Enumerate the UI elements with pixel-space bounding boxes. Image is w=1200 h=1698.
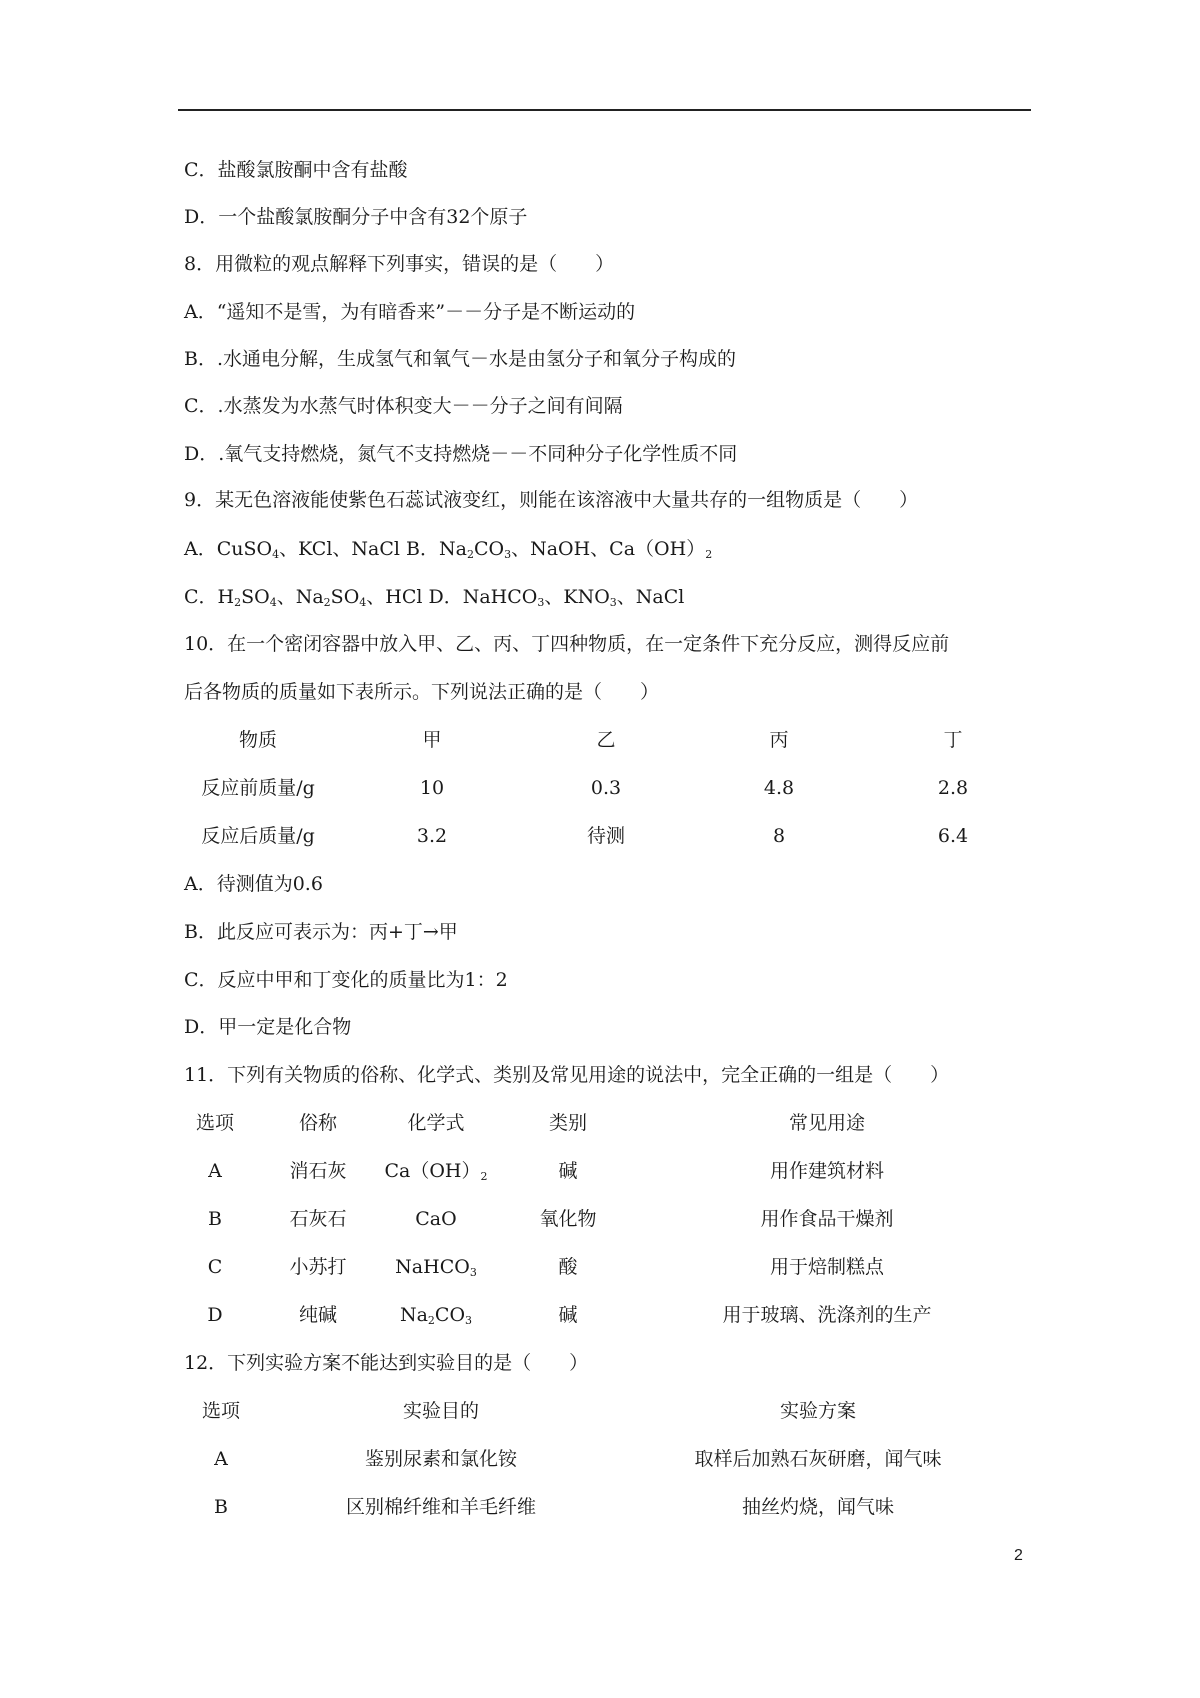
q9-option-d-label: D． (428, 586, 463, 608)
q10-stem-line2: 后各物质的质量如下表所示。下列说法正确的是（ ） (184, 681, 660, 703)
table-cell: A (214, 1448, 228, 1470)
table-header-cell: 实验目的 (402, 1400, 480, 1422)
q7-option-c: C．盐酸氯胺酮中含有盐酸 (184, 159, 408, 181)
table-cell: D (207, 1304, 223, 1326)
q9-option-d: NaHCO$_3$、$KNO_3$、NaCl (462, 586, 685, 609)
table-cell: 酸 (558, 1256, 578, 1278)
page-number: 2 (1014, 1547, 1023, 1564)
q10-stem-line1: 10．在一个密闭容器中放入甲、乙、丙、丁四种物质，在一定条件下充分反应，测得反应前 (184, 633, 950, 655)
table-cell: 待测 (586, 825, 626, 847)
table-cell: 0.3 (590, 777, 622, 799)
table-cell: 6.4 (937, 825, 969, 847)
q10-option-d: D．甲一定是化合物 (184, 1016, 352, 1038)
q8-option-c: C．.水蒸发为水蒸气时体积变大－－分子之间有间隔 (184, 395, 623, 417)
table-header-cell: 类别 (548, 1112, 588, 1134)
table-cell: CaO (415, 1208, 457, 1230)
q10-option-b: B．此反应可表示为：丙+丁→甲 (184, 921, 458, 943)
table-cell: 石灰石 (289, 1208, 347, 1230)
table-cell: 10 (419, 777, 445, 799)
table-cell: $Ca(OH)_2$ (384, 1160, 488, 1183)
table-header-cell: 实验方案 (779, 1400, 857, 1422)
table-cell: 用作食品干燥剂 (760, 1208, 894, 1230)
table-header-cell: 选项 (195, 1112, 235, 1134)
q9-option-a: CuSO$_4$、KCl、NaCl (216, 538, 400, 561)
q9-option-b-label: B． (406, 538, 439, 560)
table-cell: 纯碱 (298, 1304, 338, 1326)
q9-option-b: $Na_2CO_3$、NaOH、$Ca(OH)_2$ (439, 538, 713, 561)
q12-stem: 12．下列实验方案不能达到实验目的是（ ） (184, 1352, 589, 1374)
q9-option-c-label: C． (184, 586, 218, 608)
q9-option-a-label: A． (184, 538, 217, 560)
table-cell: 鉴别尿素和氯化铵 (364, 1448, 518, 1470)
q9-options-ab (184, 537, 712, 567)
table-cell: 氧化物 (539, 1208, 597, 1230)
table-cell: 反应后质量/g (201, 825, 315, 847)
table-cell: 取样后加熟石灰研磨，闻气味 (694, 1448, 942, 1470)
table-cell: 4.8 (763, 777, 795, 799)
table-cell: 2.8 (937, 777, 969, 799)
q8-option-b: B．.水通电分解，生成氢气和氧气－水是由氢分子和氧分子构成的 (184, 348, 737, 370)
q8-stem: 8．用微粒的观点解释下列事实，错误的是（ ） (184, 253, 615, 275)
q9-stem: 9．某无色溶液能使紫色石蕊试液变红，则能在该溶液中大量共存的一组物质是（ ） (184, 489, 919, 511)
table-header-cell: 乙 (596, 729, 616, 751)
table-cell: B (208, 1208, 222, 1230)
q8-option-a: A．“遥知不是雪，为有暗香来”－－分子是不断运动的 (184, 301, 636, 323)
table-cell: B (214, 1496, 228, 1518)
table-cell: 碱 (558, 1304, 578, 1326)
table-cell: 用于玻璃、洗涤剂的生产 (722, 1304, 932, 1326)
q8-option-d: D．.氧气支持燃烧，氮气不支持燃烧－－不同种分子化学性质不同 (184, 443, 738, 465)
table-cell: 用作建筑材料 (769, 1160, 885, 1182)
table-cell: 3.2 (416, 825, 448, 847)
table-cell: 反应前质量/g (201, 777, 315, 799)
table-cell: 消石灰 (289, 1160, 347, 1182)
q9-option-c: $H_2SO_4$、$Na_2SO_4$、HCl (217, 586, 423, 609)
table-header-cell: 甲 (422, 729, 442, 751)
table-header-cell: 选项 (201, 1400, 241, 1422)
table-cell: 小苏打 (289, 1256, 347, 1278)
table-cell: 8 (772, 825, 786, 847)
table-header-cell: 丁 (943, 729, 963, 751)
table-cell: 抽丝灼烧，闻气味 (741, 1496, 895, 1518)
header-rule (178, 109, 1031, 111)
table-cell: NaHCO$_3$ (395, 1256, 477, 1279)
table-cell: 用于焙制糕点 (769, 1256, 885, 1278)
q10-option-c: C．反应中甲和丁变化的质量比为1：2 (184, 969, 508, 991)
q10-option-a: A．待测值为0.6 (184, 873, 323, 895)
table-cell: 区别棉纤维和羊毛纤维 (345, 1496, 537, 1518)
q11-stem: 11．下列有关物质的俗称、化学式、类别及常见用途的说法中，完全正确的一组是（ ） (184, 1064, 950, 1086)
table-header-cell: 物质 (238, 729, 278, 751)
table-cell: A (208, 1160, 222, 1182)
q9-options-cd (184, 585, 684, 615)
table-header-cell: 丙 (769, 729, 789, 751)
table-header-cell: 俗称 (298, 1112, 338, 1134)
q7-option-d: D．一个盐酸氯胺酮分子中含有32个原子 (184, 206, 528, 228)
table-header-cell: 化学式 (407, 1112, 465, 1134)
table-cell: 碱 (558, 1160, 578, 1182)
table-cell: C (207, 1256, 223, 1278)
table-cell: $Na_2CO_3$ (399, 1304, 473, 1327)
table-header-cell: 常见用途 (788, 1112, 866, 1134)
